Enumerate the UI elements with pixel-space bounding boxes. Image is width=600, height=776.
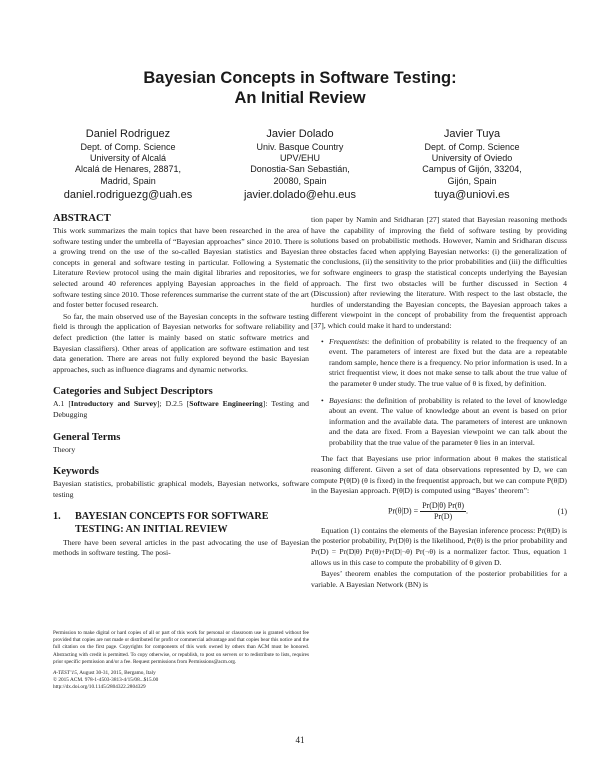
equation-numerator: Pr(D|θ) Pr(θ) [422, 500, 465, 510]
abstract-paragraph-2: So far, the main observed use of the Bayesian concepts in the software testing field is through the application of Bayesian networks for software reliability and defect prediction (the latter is mainly based on static software metrics and Bayesian classifiers). Other areas of application are software estimation and test data generation. There are areas not fully explored beyond the basic Bayesian approaches, such as influence diagrams and dynamic networks. [53, 311, 309, 374]
author-2 [214, 127, 386, 202]
cat-text-se: Software Engineering [189, 399, 263, 409]
equation-body [311, 501, 545, 522]
author-name: Javier Tuya [443, 128, 501, 140]
doi-link[interactable]: http://dx.doi.org/10.1145/2804322.2804329 [53, 684, 146, 691]
left-column [53, 212, 309, 559]
cat-text-mid: ]; D.2.5 [ [156, 399, 190, 409]
keywords-text: Bayesian statistics, probabilistic graphical models, Bayesian networks, software testing [53, 479, 309, 499]
author-affiliation-line: 20080, Spain [273, 175, 327, 186]
cat-text-intro: Introductory and Survey [70, 399, 157, 409]
equation-lhs: Pr(θ|D) = [387, 506, 421, 516]
categories-heading: Categories and Subject Descriptors [53, 386, 213, 398]
right-paragraph-3: Equation (1) contains the elements of the Bayesian inference process: Pr(θ|D) is the posterior probability, Pr(D|θ) is the likelihood, Pr(θ) is the prior probability and Pr(D) = Pr(D|θ) Pr(θ)+Pr(D|¬θ) Pr(¬θ) is a normalizer factor. Thus, equation 1 allows us in this case to compute the probability of θ given D. [311, 525, 567, 567]
bullet-text: : the definition of probability is related to the level of knowledge about an event. The value of knowledge about an event is based on prior information and the available data. The parameters of interest are unknown and the data are fixed. From a Bayesian viewpoint we can talk about the probability that the true value of the parameter θ lies in an interval. [329, 395, 567, 447]
equation-denominator: Pr(D) [433, 511, 453, 521]
abstract-heading: ABSTRACT [53, 213, 111, 224]
equation-number: (1) [557, 506, 567, 516]
equation-fraction [420, 500, 469, 522]
author-name: Daniel Rodriguez [85, 128, 171, 140]
bullet-list [311, 337, 567, 449]
equation-1 [311, 501, 567, 522]
author-affiliation-line: Alcalá de Henares, 28871, [74, 164, 182, 175]
author-affiliation-line: Madrid, Spain [100, 175, 156, 186]
cat-text-end: ]: Testing and Debugging [53, 399, 309, 419]
bullet-frequentists [321, 337, 567, 390]
conference-info [53, 670, 309, 692]
page-number: 41 [295, 735, 305, 745]
permission-text: Permission to make digital or hard copies of all or part of this work for personal or classroom use is granted without fee provided that copies are not made or distributed for profit or commercial advantage and that copies bear this notice and the full citation on the first page. Copyrights for components of this work owned by others than ACM must be honored. Abstracting with credit is permitted. To copy otherwise, or republish, to post on servers or to redistribute to lists, requires prior specific permission and/or a fee. Request permissions from Permissions@acm.org. [53, 630, 309, 665]
author-affiliation-line: Gijón, Spain [447, 175, 497, 186]
section-number: 1. [53, 511, 61, 523]
right-paragraph-2: The fact that Bayesians use prior information about θ makes the statistical reasoning different. Given a set of data observations represented by D, we can compute P(θ|D) (θ is fixed) in the frequentist approach, but we can compute P(θ|D) in the Bayesian approach. P(θ|D) is computed using “Bayes’ theorem”: [311, 454, 567, 496]
author-affiliation-line: University of Alcalá [89, 153, 167, 164]
author-name: Javier Dolado [266, 128, 334, 140]
general-terms-heading: General Terms [53, 431, 121, 443]
author-email: daniel.rodriguezg@uah.es [63, 188, 193, 201]
categories-text [53, 399, 309, 420]
keywords-heading: Keywords [53, 466, 99, 478]
general-terms-text: Theory [53, 444, 76, 454]
author-affiliation-line: Dept. of Comp. Science [80, 142, 176, 152]
cat-text-a1: A.1 [ [53, 399, 71, 409]
author-affiliation-line: Univ. Basque Country [256, 142, 344, 152]
bullet-dot-icon: • [321, 336, 324, 346]
section-1-paragraph: There have been several articles in the past advocating the use of Bayesian methods in software testing. The posi- [53, 537, 309, 558]
author-email: tuya@uniovi.es [434, 188, 510, 201]
paper-title [0, 68, 600, 108]
author-3 [386, 127, 558, 202]
author-block [42, 127, 558, 202]
author-affiliation-line: UPV/EHU [279, 153, 320, 164]
right-paragraph-4: Bayes’ theorem enables the computation of the posterior probabilities for a variable. A Bayesian Network (BN) is [311, 569, 567, 589]
bullet-text: : the definition of probability is related to the frequency of an event. The parameters of interest are fixed but the data are a repeatable random sample, hence there is a frequency. No prior information is used. In a strict frequentist view, it does not make sense to talk about the true value of the parameter θ under study. The true value of θ is fixed, by definition. [329, 336, 567, 388]
title-line-2: An Initial Review [234, 89, 366, 107]
bullet-bayesians [321, 396, 567, 449]
author-affiliation-line: University of Oviedo [431, 153, 513, 164]
equation-period: . [466, 506, 469, 516]
section-title: BAYESIAN CONCEPTS FOR SOFTWARE TESTING: AN INITIAL REVIEW [75, 511, 269, 536]
bullet-dot-icon: • [321, 395, 324, 405]
conference-name: A-TEST’15 [53, 670, 77, 677]
author-affiliation-line: Dept. of Comp. Science [424, 142, 520, 152]
copyright-line: © 2015 ACM. 978-1-4503-3813-4/15/08...$15.00 [53, 677, 159, 684]
right-column [311, 214, 567, 590]
title-line-1: Bayesian Concepts in Software Testing: [143, 69, 457, 87]
author-1 [42, 127, 214, 202]
author-affiliation-line: Campus of Gijón, 33204, [422, 164, 522, 175]
bullet-term: Frequentists [329, 336, 368, 346]
bullet-term: Bayesians [329, 395, 361, 405]
section-1-heading [53, 511, 309, 537]
conference-details: , August 30-31, 2015, Bergamo, Italy [76, 670, 156, 677]
permission-footnote [53, 630, 309, 692]
abstract-paragraph-1: This work summarizes the main topics that have been researched in the area of software testing under the umbrella of “Bayesian approaches” since 2010. There is a growing trend on the use of the so-called Bayesian statistics and Bayesian concepts in general and software testing in particular. Following a Systematic Literature Review protocol using the main digital libraries and repositories, we selected around 40 references applying Bayesian approaches in the field of software testing since 2010. Those references summarise the current state of the art and foster better focused research. [53, 226, 309, 310]
right-paragraph-1: tion paper by Namin and Sridharan [27] stated that Bayesian reasoning methods have the capability of improving the field of software testing by providing solutions based on probabilistic methods. However, Namin and Sridharan discuss three obstacles faced when applying Bayesian networks: (i) the generalization of the conclusions, (ii) the sensitivity to the prior probabilities and (iii) the difficulties for software engineers to grasp the statistical concepts underlying the Bayesian approach. The first two obstacles will be further discussed in Section 4 (Discussion) after reviewing the literature. With respect to the last obstacle, the hurdles of understanding the Bayesian concepts, the Bayesian approach takes a different viewpoint in the concept of probability from the frequentist approach [37], which could make it hard to understand: [311, 215, 567, 330]
author-affiliation-line: Donostia-San Sebastián, [250, 164, 350, 175]
author-email: javier.dolado@ehu.eus [243, 188, 357, 201]
